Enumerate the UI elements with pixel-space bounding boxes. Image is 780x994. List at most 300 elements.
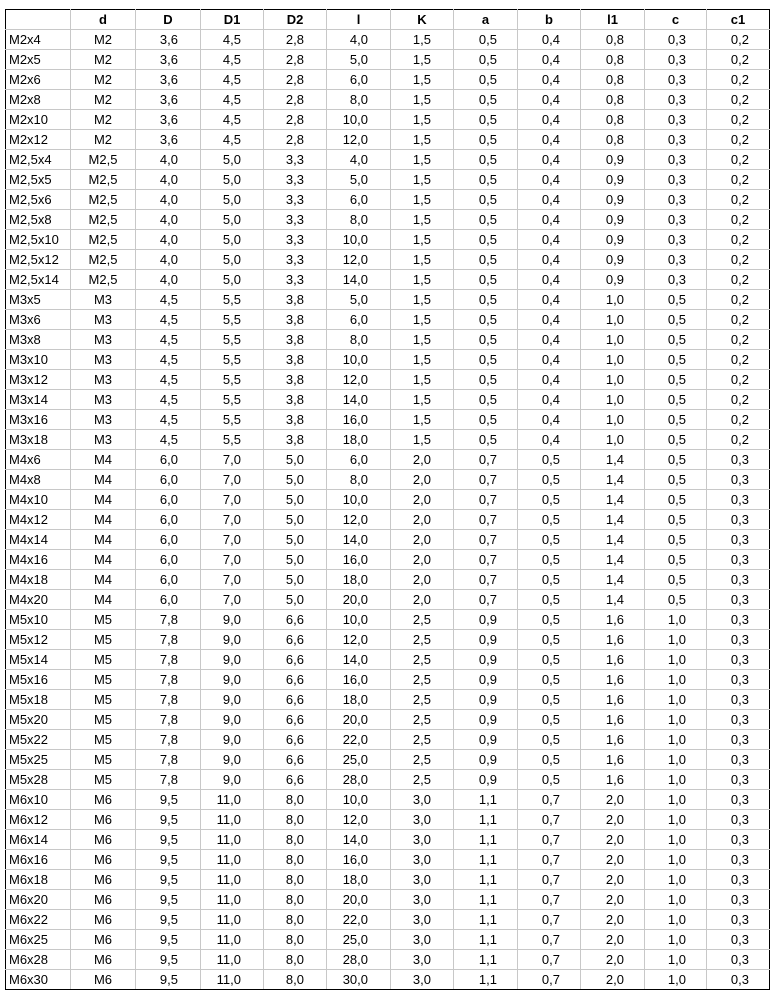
cell-value[interactable]: 1,1 xyxy=(454,890,518,910)
cell-value[interactable]: 1,6 xyxy=(581,730,645,750)
cell-value[interactable]: 1,6 xyxy=(581,610,645,630)
cell-value[interactable]: 3,6 xyxy=(136,130,201,150)
cell-value[interactable]: 1,0 xyxy=(645,970,707,990)
cell-value[interactable]: 1,6 xyxy=(581,630,645,650)
cell-value[interactable]: 0,5 xyxy=(645,590,707,610)
cell-value[interactable]: 14,0 xyxy=(327,390,391,410)
cell-value[interactable]: 0,3 xyxy=(707,530,770,550)
header-cell-K[interactable]: K xyxy=(391,10,454,30)
cell-value[interactable]: 0,5 xyxy=(454,70,518,90)
cell-value[interactable]: 3,8 xyxy=(264,430,327,450)
cell-value[interactable]: 1,4 xyxy=(581,510,645,530)
cell-value[interactable]: 8,0 xyxy=(264,930,327,950)
cell-thread[interactable]: M4 xyxy=(71,570,136,590)
cell-size-name[interactable]: M6x16 xyxy=(6,850,71,870)
cell-size-name[interactable]: M2x8 xyxy=(6,90,71,110)
cell-value[interactable]: 10,0 xyxy=(327,110,391,130)
cell-value[interactable]: 9,5 xyxy=(136,870,201,890)
cell-value[interactable]: 1,0 xyxy=(645,630,707,650)
cell-value[interactable]: 1,1 xyxy=(454,810,518,830)
cell-thread[interactable]: M3 xyxy=(71,350,136,370)
cell-value[interactable]: 0,9 xyxy=(454,670,518,690)
cell-value[interactable]: 0,2 xyxy=(707,370,770,390)
cell-size-name[interactable]: M6x28 xyxy=(6,950,71,970)
cell-value[interactable]: 1,1 xyxy=(454,790,518,810)
cell-value[interactable]: 7,0 xyxy=(201,530,264,550)
cell-value[interactable]: 1,4 xyxy=(581,470,645,490)
cell-value[interactable]: 0,5 xyxy=(454,110,518,130)
cell-value[interactable]: 0,7 xyxy=(454,550,518,570)
cell-value[interactable]: 1,0 xyxy=(645,790,707,810)
cell-thread[interactable]: M2,5 xyxy=(71,150,136,170)
cell-value[interactable]: 10,0 xyxy=(327,490,391,510)
cell-value[interactable]: 10,0 xyxy=(327,790,391,810)
cell-value[interactable]: 3,0 xyxy=(391,890,454,910)
cell-value[interactable]: 5,0 xyxy=(264,450,327,470)
cell-value[interactable]: 0,2 xyxy=(707,30,770,50)
cell-value[interactable]: 1,4 xyxy=(581,490,645,510)
cell-thread[interactable]: M4 xyxy=(71,490,136,510)
cell-thread[interactable]: M2,5 xyxy=(71,210,136,230)
cell-value[interactable]: 11,0 xyxy=(201,950,264,970)
cell-value[interactable]: 0,5 xyxy=(454,290,518,310)
cell-size-name[interactable]: M6x18 xyxy=(6,870,71,890)
cell-value[interactable]: 1,5 xyxy=(391,250,454,270)
cell-value[interactable]: 0,5 xyxy=(454,230,518,250)
cell-value[interactable]: 9,5 xyxy=(136,970,201,990)
cell-value[interactable]: 1,5 xyxy=(391,130,454,150)
cell-value[interactable]: 5,5 xyxy=(201,290,264,310)
cell-value[interactable]: 0,5 xyxy=(454,170,518,190)
cell-value[interactable]: 0,9 xyxy=(581,250,645,270)
cell-value[interactable]: 6,6 xyxy=(264,710,327,730)
cell-value[interactable]: 1,6 xyxy=(581,750,645,770)
cell-value[interactable]: 0,5 xyxy=(454,350,518,370)
cell-value[interactable]: 9,0 xyxy=(201,770,264,790)
cell-value[interactable]: 1,0 xyxy=(645,830,707,850)
cell-value[interactable]: 6,6 xyxy=(264,750,327,770)
cell-value[interactable]: 0,2 xyxy=(707,250,770,270)
cell-value[interactable]: 6,0 xyxy=(327,450,391,470)
cell-value[interactable]: 3,6 xyxy=(136,110,201,130)
cell-size-name[interactable]: M2x5 xyxy=(6,50,71,70)
cell-value[interactable]: 7,0 xyxy=(201,590,264,610)
cell-value[interactable]: 2,8 xyxy=(264,110,327,130)
cell-value[interactable]: 1,5 xyxy=(391,210,454,230)
cell-value[interactable]: 1,0 xyxy=(581,410,645,430)
cell-value[interactable]: 5,0 xyxy=(201,170,264,190)
cell-value[interactable]: 0,5 xyxy=(645,550,707,570)
cell-size-name[interactable]: M5x16 xyxy=(6,670,71,690)
header-cell-c1[interactable]: c1 xyxy=(707,10,770,30)
cell-value[interactable]: 4,5 xyxy=(136,290,201,310)
cell-value[interactable]: 1,6 xyxy=(581,650,645,670)
cell-value[interactable]: 5,5 xyxy=(201,430,264,450)
cell-size-name[interactable]: M2,5x8 xyxy=(6,210,71,230)
cell-value[interactable]: 0,5 xyxy=(645,370,707,390)
cell-value[interactable]: 1,0 xyxy=(581,330,645,350)
cell-value[interactable]: 0,2 xyxy=(707,150,770,170)
cell-value[interactable]: 7,8 xyxy=(136,690,201,710)
cell-value[interactable]: 1,6 xyxy=(581,710,645,730)
cell-value[interactable]: 8,0 xyxy=(264,890,327,910)
cell-value[interactable]: 0,5 xyxy=(518,750,581,770)
cell-value[interactable]: 0,2 xyxy=(707,390,770,410)
cell-value[interactable]: 2,0 xyxy=(391,510,454,530)
cell-value[interactable]: 4,5 xyxy=(136,370,201,390)
cell-value[interactable]: 0,5 xyxy=(454,330,518,350)
cell-value[interactable]: 2,0 xyxy=(581,870,645,890)
cell-value[interactable]: 0,7 xyxy=(518,950,581,970)
cell-value[interactable]: 12,0 xyxy=(327,130,391,150)
cell-value[interactable]: 0,4 xyxy=(518,250,581,270)
cell-value[interactable]: 0,9 xyxy=(454,750,518,770)
cell-value[interactable]: 0,2 xyxy=(707,170,770,190)
cell-value[interactable]: 3,3 xyxy=(264,150,327,170)
cell-value[interactable]: 0,5 xyxy=(518,470,581,490)
cell-thread[interactable]: M5 xyxy=(71,770,136,790)
cell-value[interactable]: 28,0 xyxy=(327,950,391,970)
cell-value[interactable]: 11,0 xyxy=(201,810,264,830)
cell-value[interactable]: 3,3 xyxy=(264,170,327,190)
cell-thread[interactable]: M6 xyxy=(71,850,136,870)
cell-value[interactable]: 4,5 xyxy=(201,110,264,130)
cell-value[interactable]: 0,5 xyxy=(518,670,581,690)
cell-value[interactable]: 6,6 xyxy=(264,690,327,710)
cell-value[interactable]: 0,4 xyxy=(518,110,581,130)
cell-value[interactable]: 4,5 xyxy=(136,350,201,370)
cell-value[interactable]: 0,7 xyxy=(454,570,518,590)
cell-value[interactable]: 3,0 xyxy=(391,930,454,950)
cell-thread[interactable]: M2 xyxy=(71,70,136,90)
cell-value[interactable]: 1,0 xyxy=(645,690,707,710)
cell-value[interactable]: 1,0 xyxy=(581,430,645,450)
cell-value[interactable]: 14,0 xyxy=(327,270,391,290)
header-cell-D1[interactable]: D1 xyxy=(201,10,264,30)
cell-value[interactable]: 0,3 xyxy=(645,190,707,210)
cell-size-name[interactable]: M2x10 xyxy=(6,110,71,130)
cell-value[interactable]: 5,0 xyxy=(264,510,327,530)
cell-value[interactable]: 25,0 xyxy=(327,750,391,770)
cell-value[interactable]: 3,3 xyxy=(264,270,327,290)
cell-value[interactable]: 1,1 xyxy=(454,850,518,870)
cell-value[interactable]: 0,3 xyxy=(707,810,770,830)
cell-value[interactable]: 0,3 xyxy=(707,510,770,530)
cell-value[interactable]: 2,0 xyxy=(391,590,454,610)
cell-thread[interactable]: M2,5 xyxy=(71,170,136,190)
cell-value[interactable]: 9,5 xyxy=(136,950,201,970)
cell-value[interactable]: 6,0 xyxy=(136,570,201,590)
cell-value[interactable]: 0,5 xyxy=(454,430,518,450)
cell-value[interactable]: 0,4 xyxy=(518,370,581,390)
cell-value[interactable]: 1,0 xyxy=(581,290,645,310)
cell-value[interactable]: 0,5 xyxy=(454,210,518,230)
cell-size-name[interactable]: M5x28 xyxy=(6,770,71,790)
cell-value[interactable]: 1,4 xyxy=(581,550,645,570)
cell-value[interactable]: 4,5 xyxy=(136,330,201,350)
cell-value[interactable]: 5,5 xyxy=(201,410,264,430)
cell-value[interactable]: 0,4 xyxy=(518,170,581,190)
cell-value[interactable]: 6,0 xyxy=(136,450,201,470)
cell-value[interactable]: 1,5 xyxy=(391,410,454,430)
cell-value[interactable]: 1,0 xyxy=(645,670,707,690)
cell-value[interactable]: 0,4 xyxy=(518,350,581,370)
cell-thread[interactable]: M2,5 xyxy=(71,230,136,250)
header-cell-name[interactable] xyxy=(6,10,71,30)
cell-value[interactable]: 6,0 xyxy=(136,510,201,530)
cell-value[interactable]: 0,5 xyxy=(518,490,581,510)
cell-value[interactable]: 28,0 xyxy=(327,770,391,790)
cell-value[interactable]: 1,5 xyxy=(391,70,454,90)
cell-value[interactable]: 0,3 xyxy=(707,450,770,470)
cell-value[interactable]: 5,0 xyxy=(264,490,327,510)
cell-value[interactable]: 20,0 xyxy=(327,590,391,610)
cell-value[interactable]: 0,5 xyxy=(645,490,707,510)
cell-value[interactable]: 9,0 xyxy=(201,630,264,650)
cell-value[interactable]: 1,4 xyxy=(581,450,645,470)
cell-value[interactable]: 0,2 xyxy=(707,230,770,250)
cell-value[interactable]: 1,0 xyxy=(645,950,707,970)
cell-size-name[interactable]: M4x20 xyxy=(6,590,71,610)
cell-value[interactable]: 30,0 xyxy=(327,970,391,990)
cell-value[interactable]: 1,5 xyxy=(391,430,454,450)
cell-value[interactable]: 0,4 xyxy=(518,310,581,330)
cell-thread[interactable]: M4 xyxy=(71,450,136,470)
cell-value[interactable]: 1,0 xyxy=(581,310,645,330)
cell-value[interactable]: 4,0 xyxy=(136,190,201,210)
cell-value[interactable]: 9,5 xyxy=(136,910,201,930)
cell-size-name[interactable]: M2,5x12 xyxy=(6,250,71,270)
cell-value[interactable]: 3,0 xyxy=(391,970,454,990)
cell-size-name[interactable]: M3x10 xyxy=(6,350,71,370)
cell-value[interactable]: 2,5 xyxy=(391,750,454,770)
cell-value[interactable]: 0,3 xyxy=(707,790,770,810)
cell-size-name[interactable]: M4x6 xyxy=(6,450,71,470)
cell-value[interactable]: 5,0 xyxy=(201,210,264,230)
cell-value[interactable]: 2,5 xyxy=(391,650,454,670)
cell-thread[interactable]: M5 xyxy=(71,690,136,710)
cell-value[interactable]: 7,0 xyxy=(201,490,264,510)
cell-value[interactable]: 3,3 xyxy=(264,210,327,230)
cell-value[interactable]: 0,8 xyxy=(581,50,645,70)
cell-value[interactable]: 0,2 xyxy=(707,110,770,130)
cell-size-name[interactable]: M5x25 xyxy=(6,750,71,770)
cell-size-name[interactable]: M4x10 xyxy=(6,490,71,510)
cell-value[interactable]: 0,7 xyxy=(454,590,518,610)
cell-value[interactable]: 0,4 xyxy=(518,70,581,90)
cell-value[interactable]: 0,2 xyxy=(707,50,770,70)
cell-value[interactable]: 4,5 xyxy=(201,30,264,50)
cell-value[interactable]: 7,8 xyxy=(136,730,201,750)
cell-value[interactable]: 5,0 xyxy=(264,470,327,490)
cell-value[interactable]: 0,5 xyxy=(645,510,707,530)
cell-value[interactable]: 8,0 xyxy=(264,870,327,890)
cell-thread[interactable]: M4 xyxy=(71,590,136,610)
cell-value[interactable]: 12,0 xyxy=(327,250,391,270)
cell-value[interactable]: 2,8 xyxy=(264,50,327,70)
cell-value[interactable]: 0,2 xyxy=(707,290,770,310)
cell-value[interactable]: 2,5 xyxy=(391,710,454,730)
cell-value[interactable]: 4,0 xyxy=(136,230,201,250)
cell-value[interactable]: 4,5 xyxy=(201,90,264,110)
cell-thread[interactable]: M3 xyxy=(71,410,136,430)
cell-size-name[interactable]: M2,5x10 xyxy=(6,230,71,250)
cell-value[interactable]: 0,3 xyxy=(707,890,770,910)
cell-value[interactable]: 9,5 xyxy=(136,930,201,950)
cell-value[interactable]: 2,0 xyxy=(581,830,645,850)
cell-value[interactable]: 7,0 xyxy=(201,510,264,530)
cell-value[interactable]: 8,0 xyxy=(264,790,327,810)
cell-value[interactable]: 0,3 xyxy=(645,210,707,230)
cell-value[interactable]: 3,8 xyxy=(264,290,327,310)
cell-value[interactable]: 1,5 xyxy=(391,330,454,350)
cell-value[interactable]: 0,3 xyxy=(645,90,707,110)
cell-value[interactable]: 0,7 xyxy=(518,890,581,910)
cell-value[interactable]: 1,0 xyxy=(581,350,645,370)
cell-value[interactable]: 0,4 xyxy=(518,50,581,70)
cell-value[interactable]: 0,3 xyxy=(707,470,770,490)
cell-value[interactable]: 0,7 xyxy=(518,970,581,990)
cell-value[interactable]: 1,0 xyxy=(645,650,707,670)
cell-value[interactable]: 0,4 xyxy=(518,290,581,310)
cell-thread[interactable]: M6 xyxy=(71,930,136,950)
cell-value[interactable]: 5,5 xyxy=(201,350,264,370)
header-cell-a[interactable]: a xyxy=(454,10,518,30)
cell-value[interactable]: 1,4 xyxy=(581,530,645,550)
cell-value[interactable]: 1,0 xyxy=(645,910,707,930)
cell-value[interactable]: 3,0 xyxy=(391,950,454,970)
cell-thread[interactable]: M2,5 xyxy=(71,250,136,270)
cell-value[interactable]: 6,0 xyxy=(136,490,201,510)
cell-value[interactable]: 0,4 xyxy=(518,30,581,50)
cell-thread[interactable]: M6 xyxy=(71,810,136,830)
cell-value[interactable]: 2,8 xyxy=(264,130,327,150)
cell-size-name[interactable]: M2,5x4 xyxy=(6,150,71,170)
cell-value[interactable]: 5,0 xyxy=(201,190,264,210)
cell-value[interactable]: 0,9 xyxy=(581,150,645,170)
cell-value[interactable]: 10,0 xyxy=(327,610,391,630)
cell-value[interactable]: 0,9 xyxy=(581,170,645,190)
cell-value[interactable]: 16,0 xyxy=(327,550,391,570)
cell-value[interactable]: 0,3 xyxy=(707,850,770,870)
cell-value[interactable]: 0,3 xyxy=(645,30,707,50)
cell-value[interactable]: 8,0 xyxy=(327,210,391,230)
header-cell-D[interactable]: D xyxy=(136,10,201,30)
cell-value[interactable]: 0,3 xyxy=(707,970,770,990)
cell-value[interactable]: 4,0 xyxy=(136,170,201,190)
cell-value[interactable]: 0,3 xyxy=(707,910,770,930)
cell-value[interactable]: 3,0 xyxy=(391,810,454,830)
cell-value[interactable]: 0,2 xyxy=(707,350,770,370)
cell-value[interactable]: 0,5 xyxy=(518,550,581,570)
cell-thread[interactable]: M3 xyxy=(71,330,136,350)
cell-value[interactable]: 5,0 xyxy=(201,270,264,290)
cell-size-name[interactable]: M4x16 xyxy=(6,550,71,570)
cell-value[interactable]: 6,6 xyxy=(264,730,327,750)
cell-value[interactable]: 9,0 xyxy=(201,670,264,690)
header-cell-d[interactable]: d xyxy=(71,10,136,30)
cell-value[interactable]: 1,4 xyxy=(581,570,645,590)
cell-value[interactable]: 0,5 xyxy=(454,90,518,110)
cell-thread[interactable]: M3 xyxy=(71,370,136,390)
cell-value[interactable]: 0,3 xyxy=(645,270,707,290)
cell-value[interactable]: 5,0 xyxy=(201,150,264,170)
cell-value[interactable]: 7,8 xyxy=(136,610,201,630)
cell-value[interactable]: 7,8 xyxy=(136,630,201,650)
cell-value[interactable]: 9,0 xyxy=(201,710,264,730)
cell-thread[interactable]: M4 xyxy=(71,530,136,550)
cell-value[interactable]: 1,6 xyxy=(581,670,645,690)
cell-value[interactable]: 11,0 xyxy=(201,850,264,870)
cell-value[interactable]: 2,0 xyxy=(391,490,454,510)
cell-value[interactable]: 3,3 xyxy=(264,190,327,210)
cell-value[interactable]: 11,0 xyxy=(201,890,264,910)
cell-value[interactable]: 9,5 xyxy=(136,890,201,910)
cell-value[interactable]: 0,8 xyxy=(581,110,645,130)
cell-value[interactable]: 0,4 xyxy=(518,150,581,170)
cell-value[interactable]: 0,9 xyxy=(454,650,518,670)
cell-value[interactable]: 3,8 xyxy=(264,310,327,330)
cell-value[interactable]: 4,5 xyxy=(136,310,201,330)
cell-value[interactable]: 8,0 xyxy=(264,810,327,830)
cell-value[interactable]: 1,5 xyxy=(391,110,454,130)
cell-value[interactable]: 0,7 xyxy=(518,810,581,830)
cell-value[interactable]: 1,1 xyxy=(454,830,518,850)
cell-value[interactable]: 1,5 xyxy=(391,390,454,410)
cell-value[interactable]: 0,3 xyxy=(645,70,707,90)
cell-thread[interactable]: M6 xyxy=(71,970,136,990)
cell-value[interactable]: 7,0 xyxy=(201,470,264,490)
cell-value[interactable]: 0,5 xyxy=(518,590,581,610)
cell-value[interactable]: 2,5 xyxy=(391,670,454,690)
header-cell-l1[interactable]: l1 xyxy=(581,10,645,30)
cell-value[interactable]: 7,8 xyxy=(136,750,201,770)
cell-value[interactable]: 0,3 xyxy=(707,590,770,610)
cell-value[interactable]: 9,5 xyxy=(136,810,201,830)
cell-value[interactable]: 14,0 xyxy=(327,830,391,850)
cell-value[interactable]: 0,5 xyxy=(454,270,518,290)
cell-value[interactable]: 6,0 xyxy=(327,190,391,210)
cell-size-name[interactable]: M5x10 xyxy=(6,610,71,630)
cell-thread[interactable]: M2 xyxy=(71,90,136,110)
cell-value[interactable]: 2,0 xyxy=(391,450,454,470)
cell-value[interactable]: 8,0 xyxy=(327,330,391,350)
cell-value[interactable]: 7,8 xyxy=(136,710,201,730)
cell-value[interactable]: 6,0 xyxy=(327,310,391,330)
cell-size-name[interactable]: M4x14 xyxy=(6,530,71,550)
cell-value[interactable]: 6,6 xyxy=(264,670,327,690)
cell-value[interactable]: 0,8 xyxy=(581,70,645,90)
cell-value[interactable]: 0,3 xyxy=(707,750,770,770)
cell-value[interactable]: 3,0 xyxy=(391,870,454,890)
cell-value[interactable]: 0,7 xyxy=(518,790,581,810)
cell-value[interactable]: 8,0 xyxy=(264,950,327,970)
cell-value[interactable]: 0,5 xyxy=(518,650,581,670)
cell-value[interactable]: 0,5 xyxy=(454,30,518,50)
cell-value[interactable]: 1,1 xyxy=(454,930,518,950)
cell-value[interactable]: 0,9 xyxy=(581,270,645,290)
cell-value[interactable]: 1,0 xyxy=(645,930,707,950)
cell-value[interactable]: 7,8 xyxy=(136,670,201,690)
cell-value[interactable]: 0,5 xyxy=(645,290,707,310)
cell-value[interactable]: 11,0 xyxy=(201,910,264,930)
cell-value[interactable]: 0,7 xyxy=(454,530,518,550)
cell-value[interactable]: 0,5 xyxy=(454,250,518,270)
cell-value[interactable]: 4,0 xyxy=(136,270,201,290)
cell-value[interactable]: 4,0 xyxy=(136,210,201,230)
cell-value[interactable]: 0,7 xyxy=(454,510,518,530)
cell-value[interactable]: 0,8 xyxy=(581,90,645,110)
